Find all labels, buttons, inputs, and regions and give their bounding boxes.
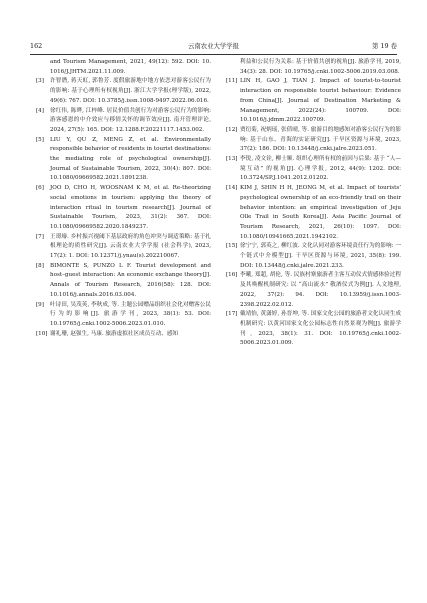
reference-number: [16] [226, 272, 238, 279]
reference-entry [36, 233, 211, 262]
reference-text: 徐红伟, 陈晔, 江梓峰. 居民价值共创行为对游客公民行为的影响: 游客感恩的中介效应与移情关怀的调节效应[J]. 南开管理评论, 2024, 27(5): 165. DOI: 12.1288.F.20221117.1453.002. [50, 107, 211, 133]
reference-entry [36, 330, 211, 340]
reference-entry [226, 155, 401, 184]
reference-number: [15] [226, 243, 238, 250]
volume-label: 第 19 卷 [372, 42, 397, 50]
reference-entry [36, 184, 211, 233]
journal-title: 云南农业大学学报 [187, 42, 240, 50]
reference-number: [12] [226, 126, 238, 133]
reference-entry [226, 58, 401, 77]
reference-number: [11] [226, 78, 238, 85]
reference-entry [36, 301, 211, 330]
reference-number: [9] [36, 301, 44, 308]
references-right-column [226, 58, 401, 349]
reference-text: KIM J, SHIN H H, JEONG M, et al. Impact of tourists’ psychological ownership of an eco-friendly trail on their behavior intention: an empirical investigation of Jeju Olle Trail in South Korea[J]. Asia Pacific Journal of Tourism Research, 2021, 26(10): 1097. DOI: 10.1080/10941665.2021.1942102. [240, 185, 401, 240]
reference-text: 利益和公民行为关系: 基于价值共创的视角[J]. 旅游学刊, 2019, 34(3): 28. DOI: 10.19765/j.cnki.1002-5006.2019.03.008. [240, 59, 401, 75]
header-rule [30, 54, 397, 55]
reference-text: BIMONTE S, PUNZO L F. Tourist development and host–guest interaction: An economic exchange theory[J]. Annals of Tourism Research, 2016(58): 128. DOI: 10.1016/j.annals.2016.03.004. [50, 262, 211, 298]
reference-number: [17] [226, 311, 238, 318]
reference-number: [13] [226, 156, 238, 163]
reference-text: 戴靖怡, 黄潇婷, 孙晋坤, 等. 国家文化公园的旅游者文化认同生成机制研究: 以黄河国家文化公园标志性自然景观为例[J]. 旅游学刊, 2023, 38(1): 31. DOI: 10.19765/j.cnki.1002-5006.2023.01.009. [240, 311, 401, 347]
reference-number: [4] [36, 107, 44, 114]
reference-text: 贾衍菊, 祝炳瑶, 张倩晴, 等. 旅游目的地感知对游客公民行为的影响: 基于山东、青海的实证研究[J]. 干旱区资源与环境, 2023, 37(2): 186. DOI: 10.13448/j.cnki.jalre.2023.051. [240, 126, 401, 153]
reference-number: [8] [36, 262, 44, 269]
page-number: 162 [30, 42, 43, 50]
reference-text: JOO D, CHO H, WOOSNAM K M, et al. Re-theorizing social emotions in tourism: applying the theory of interaction ritual in tourism research[J]. Journal of Sustainable Tourism, 2023, 31(2): 367. DOI: 10.1080/09669582.2020.1849237. [50, 185, 211, 230]
reference-entry [36, 136, 211, 185]
reference-number: [3] [36, 78, 44, 85]
reference-entry [36, 107, 211, 136]
reference-entry [36, 58, 211, 77]
reference-entry [226, 184, 401, 242]
reference-entry [36, 77, 211, 106]
reference-number: [7] [36, 233, 44, 240]
reference-entry [226, 271, 401, 310]
reference-entry [226, 310, 401, 349]
reference-number: [5] [36, 136, 44, 143]
references-left-column [36, 58, 211, 339]
reference-text: 王璟璿. 乡村振兴视阈下基层政府的角色冲突与调适策略: 基于扎根理论的质性研究[J]. 云南农业大学学报 (社会科学), 2023, 17(2): 1. DOI: 10.12371/j.ynau(s).202210067. [50, 233, 211, 260]
reference-entry [36, 262, 211, 301]
reference-text: and Tourism Management, 2021, 49(12): 592. DOI: 10. 1016/J.JHTM.2021.11.009. [50, 59, 211, 75]
reference-text: 许智谮, 蒋天虹, 郭鲁芳. 度假旅游地中地方依恋对游客公民行为的影响: 基于心理所有权视角[J]. 浙江大学学报(理学版), 2022, 49(6): 767. DOI: 10.3785/j.issn.1008-9497.2022.06.016. [50, 78, 211, 104]
reference-text: 李锐, 凌文铨, 柳士顺. 组织心理所有权的前因与后果: 基于 “人—境互动” 的视角[J]. 心理学报, 2012, 44(9): 1202. DOI: 10.3724/SP.J.1041.2012.01202. [240, 156, 401, 182]
running-header [30, 40, 397, 52]
reference-number: [6] [36, 185, 44, 192]
reference-text: 李曦, 郑超, 胡伦, 等. 民族村寨旅游者主客互动仪式情感体验过程及其唤醒机制研究: 以 “高山流水” 敬酒仪式为例[J]. 人文地理, 2022, 37(2): 94. DOI: 10.13959/j.issn.1003-2398.2022.02.012. [240, 272, 401, 308]
reference-text: LIN H, GAO J, TIAN J. Impact of tourist-to-tourist interaction on responsible tourist behaviour: Evidence from China[J]. Journal of Destination Marketing & Management, 2022(24): 100709. DOI: 10.1016/j.jdmm.2022.100709. [240, 78, 401, 124]
reference-entry [226, 242, 401, 271]
reference-text: 叶诗田, 吴茂英, 李秋成, 等. 主题公园赠品组织社会化对赠客公民行为的影响[J]. 旅游学刊, 2023, 38(1): 53. DOI: 10.19765/j.cnki.1002-5006.2023.01.010. [50, 301, 211, 327]
reference-entry [226, 126, 401, 155]
reference-text: LIU Y, QU Z, MENG Z, et al. Environmentally responsible behavior of residents in tourist destinations: the mediating role of psychological ownership[J]. Journal of Sustainable Tourism, 2022, 30(4): 807. DOI: 10.1080/09669582.2021.1891238. [50, 136, 211, 182]
reference-entry [226, 77, 401, 126]
reference-number: [10] [36, 330, 48, 337]
reference-number: [14] [226, 185, 238, 192]
reference-text: 谢礼珊, 赵强生, 马康. 旅游虚拟社区成员互动、感知 [50, 330, 179, 337]
reference-text: 徐宁宁, 郭英之, 柳红波. 文化认同对游客环境责任行为的影响: 一个链式中介模型[J]. 干旱区资源与环境, 2021, 35(8): 199. DOI: 10.13448/j.cnki.jalre.2021.233. [240, 243, 401, 269]
